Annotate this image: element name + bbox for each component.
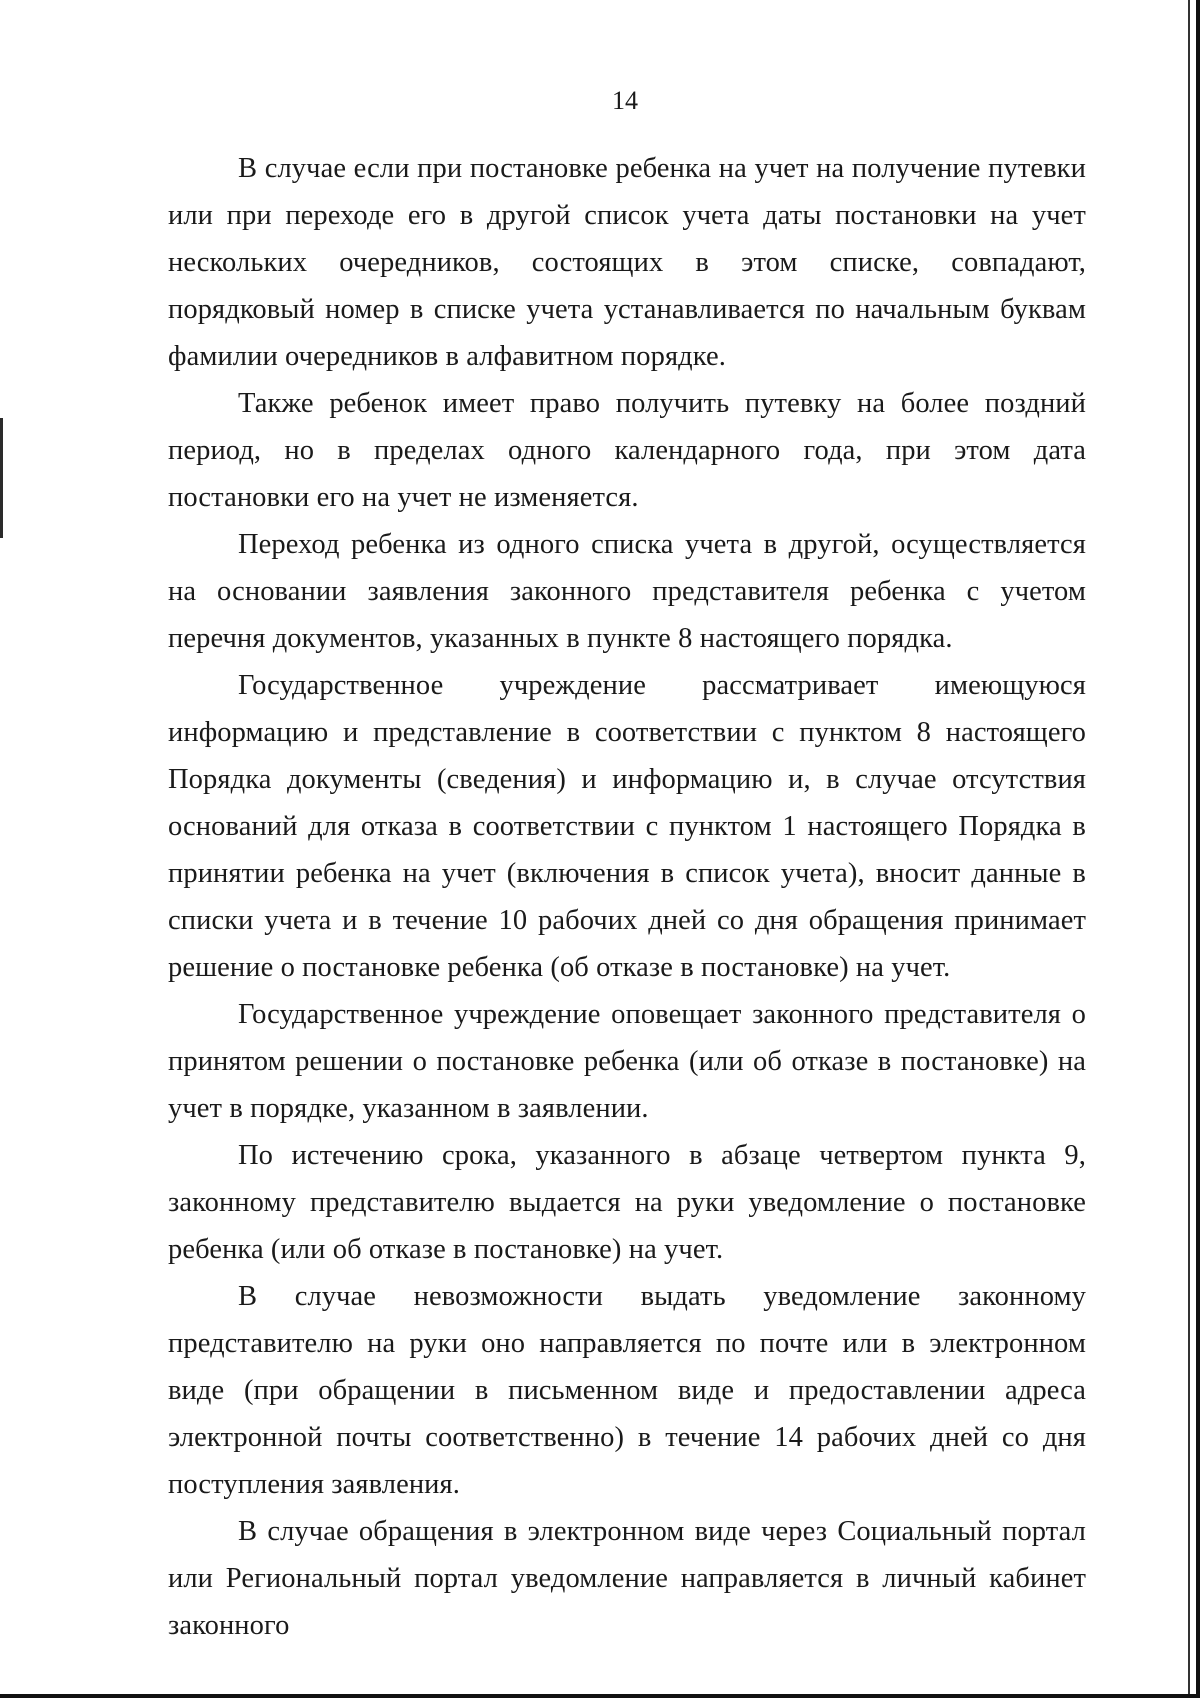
paragraph-7: В случае невозможности выдать уведомление законному представителю на руки оно направляется по почте или в электронном виде (при обращении в письменном виде и предоставлении адреса электронной почты соответственно) в течение 14 рабочих дней со дня поступления заявления. bbox=[168, 1281, 1086, 1500]
scan-edge-bottom bbox=[0, 1694, 1200, 1698]
scan-edge-right-inner bbox=[1188, 0, 1190, 1698]
paragraph-2: Также ребенок имеет право получить путевку на более поздний период, но в пределах одного календарного года, при этом дата постановки его на учет не изменяется. bbox=[168, 388, 1086, 513]
paragraph-4: Государственное учреждение рассматривает имеющуюся информацию и представление в соответствии с пунктом 8 настоящего Порядка документы (сведения) и информацию и, в случае отсутствия оснований для отказа в соответствии с пунктом 1 настоящего Порядка в принятии ребенка на учет (включения в список учета), вносит данные в списки учета и в течение 10 рабочих дней со дня обращения принимает решение о постановке ребенка (об отказе в постановке) на учет. bbox=[168, 670, 1086, 983]
scan-edge-right bbox=[1196, 0, 1200, 1698]
paragraph-3: Переход ребенка из одного списка учета в другой, осуществляется на основании заявления законного представителя ребенка с учетом перечня документов, указанных в пункте 8 настоящего порядка. bbox=[168, 529, 1086, 654]
paragraph-1: В случае если при постановке ребенка на учет на получение путевки или при переходе его в другой список учета даты постановки на учет нескольких очередников, состоящих в этом списке, совпадают, порядковый номер в списке учета устанавливается по начальным буквам фамилии очередников в алфавитном порядке. bbox=[168, 153, 1086, 372]
paragraph-8: В случае обращения в электронном виде через Социальный портал или Региональный портал уведомление направляется в личный кабинет законного bbox=[168, 1516, 1086, 1641]
scan-edge-left bbox=[0, 418, 3, 538]
paragraph-5: Государственное учреждение оповещает законного представителя о принятом решении о постановке ребенка (или об отказе в постановке) на учет в порядке, указанном в заявлении. bbox=[168, 999, 1086, 1124]
document-body bbox=[168, 145, 1086, 1649]
page-number: 14 bbox=[612, 86, 638, 115]
paragraph-6: По истечению срока, указанного в абзаце четвертом пункта 9, законному представителю выдается на руки уведомление о постановке ребенка (или об отказе в постановке) на учет. bbox=[168, 1140, 1086, 1265]
